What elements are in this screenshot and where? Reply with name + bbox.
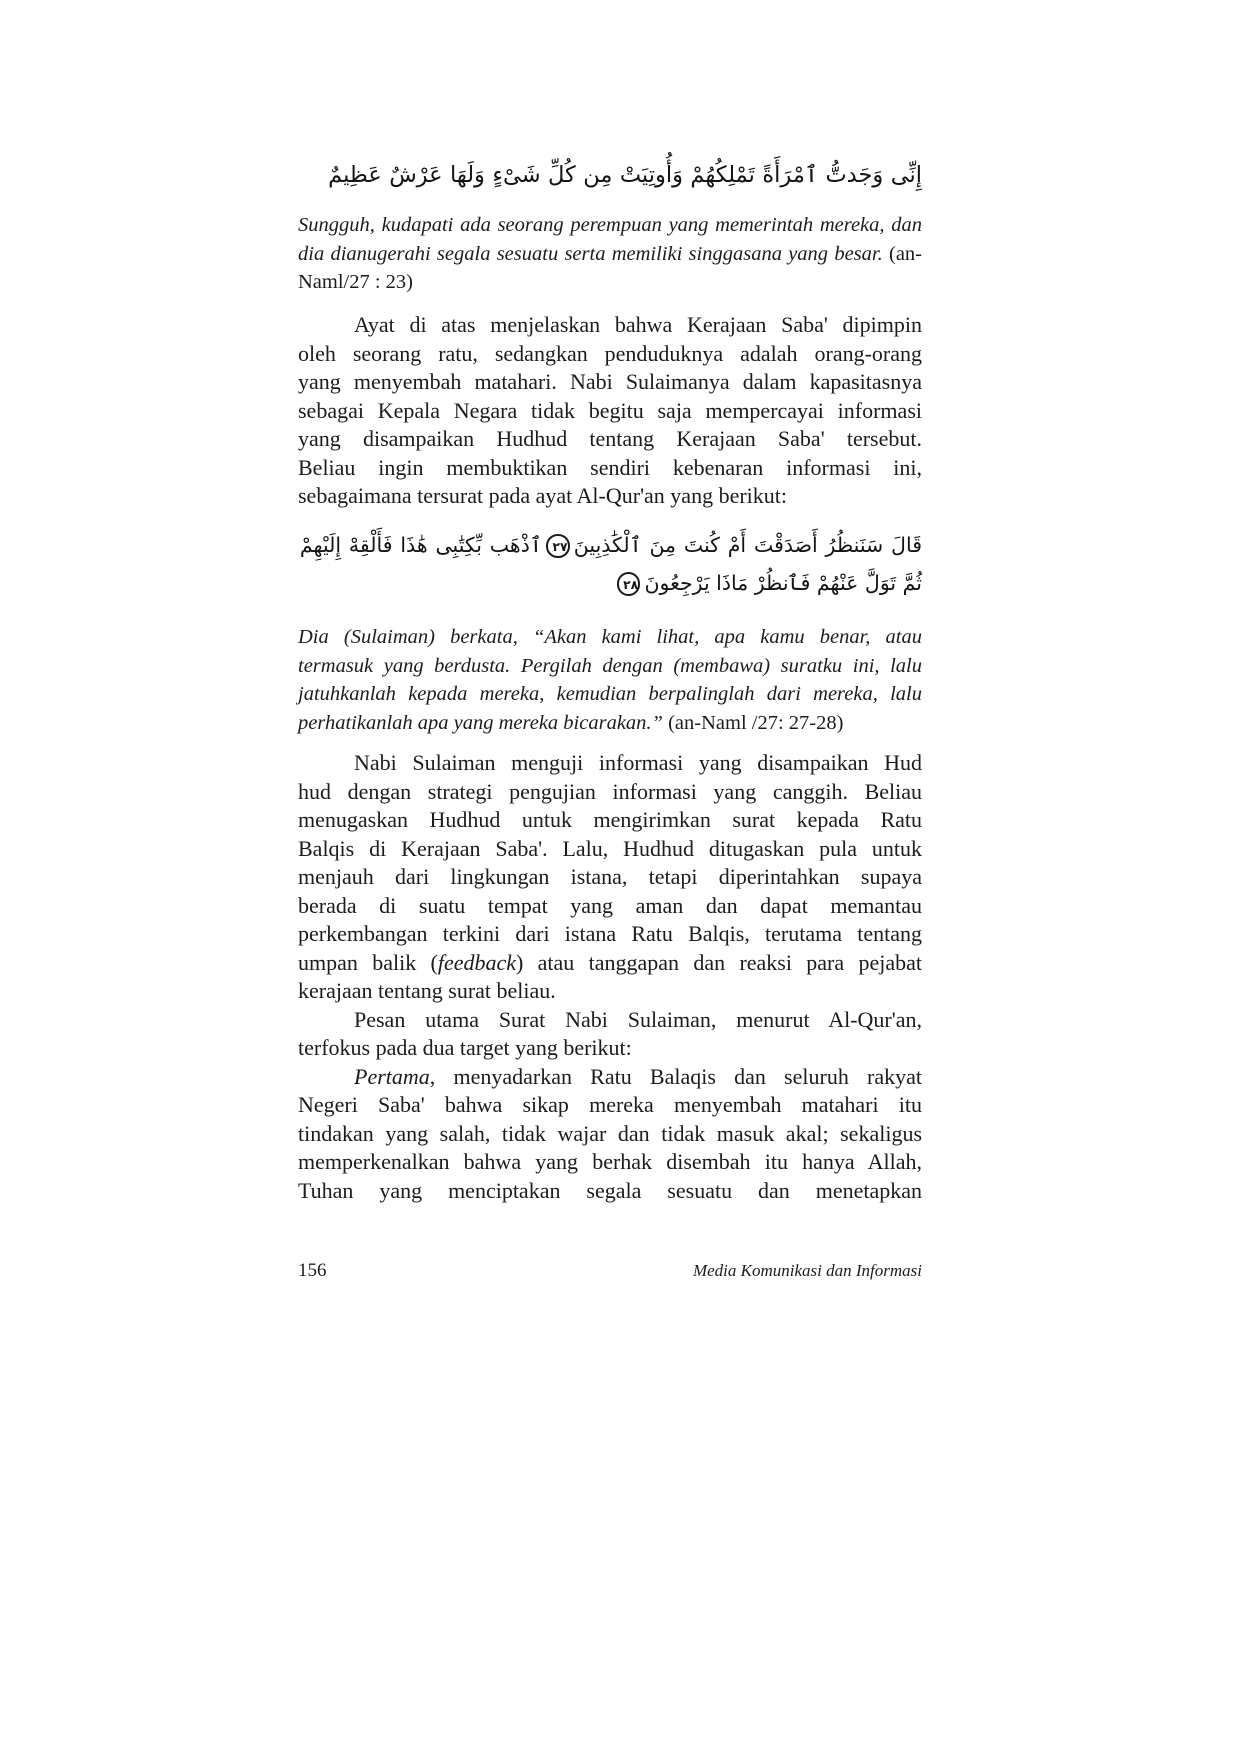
paragraph-ayat-di-atas xyxy=(298,311,922,511)
emphasis-text: termasuk yang berdusta. Pergilah dengan (membawa) suratku ini, lalu xyxy=(298,654,922,677)
text-line xyxy=(298,240,922,269)
emphasis-text: perhatikanlah apa yang mereka bicarakan.” xyxy=(298,711,663,734)
text-line xyxy=(298,1148,922,1177)
text-line xyxy=(298,1177,922,1206)
text-line xyxy=(298,977,922,1006)
text-run: perkembangan terkini dari istana Ratu Balqis, terutama tentang xyxy=(298,921,922,946)
text-line xyxy=(298,949,922,978)
emphasis-text: Sungguh, kudapati ada seorang perempuan yang memerintah mereka, dan xyxy=(298,214,922,236)
text-line xyxy=(298,1034,922,1063)
text-run: terfokus pada dua target yang berikut: xyxy=(298,1035,632,1060)
text-line xyxy=(298,1091,922,1120)
text-line xyxy=(298,806,922,835)
text-run: Naml/27 : 23) xyxy=(298,271,414,293)
text-line xyxy=(298,623,922,652)
text-run: , menyadarkan Ratu Balaqis dan seluruh rakyat xyxy=(429,1063,922,1089)
text-run: yang menyembah matahari. Nabi Sulaimanya dalam kapasitasnya xyxy=(298,369,922,394)
emphasis-text: feedback xyxy=(437,949,517,975)
text-run: (an- xyxy=(882,242,922,265)
translation-an-naml-27-28 xyxy=(298,623,922,737)
text-line xyxy=(298,340,922,369)
text-line xyxy=(300,526,922,564)
text-run: menugaskan Hudhud untuk mengirimkan surat kepada Ratu xyxy=(298,807,922,832)
running-footer-title: Media Komunikasi dan Informasi xyxy=(692,1261,922,1280)
text-line xyxy=(298,397,922,426)
emphasis-text: Pertama xyxy=(354,1063,430,1089)
text-line xyxy=(298,311,922,340)
text-run: oleh seorang ratu, sedangkan penduduknya adalah orang-orang xyxy=(298,340,922,366)
text-line xyxy=(612,564,922,602)
paragraph-nabi-sulaiman-menguji xyxy=(298,749,922,1006)
paragraph-pertama xyxy=(298,1063,922,1206)
body-text xyxy=(298,749,922,1205)
text-line xyxy=(298,835,922,864)
page-number: 156 xyxy=(298,1260,327,1281)
text-run: umpan balik ( xyxy=(298,949,438,975)
text-run: tindakan yang salah, tidak wajar dan tidak masuk akal; sekaligus xyxy=(298,1120,922,1146)
text-run: yang disampaikan Hudhud tentang Kerajaan Saba' tersebut. xyxy=(298,426,922,451)
text-line xyxy=(298,268,922,297)
text-line xyxy=(298,454,922,483)
text-run: berada di suatu tempat yang aman dan dapat memantau xyxy=(298,892,922,918)
text-run: menjauh dari lingkungan istana, tetapi diperintahkan supaya xyxy=(298,864,922,889)
text-run: ) atau tanggapan dan reaksi para pejabat xyxy=(516,949,922,975)
text-line xyxy=(298,482,922,511)
text-line xyxy=(298,749,922,778)
ayah-number-marker: ٢٧ xyxy=(546,534,569,557)
ayah-number-marker: ٢٨ xyxy=(617,572,640,595)
translation-an-naml-23 xyxy=(298,211,922,297)
text-line xyxy=(298,652,922,681)
text-line xyxy=(298,680,922,709)
quran-verse-an-naml-23 xyxy=(298,148,922,202)
text-run: hud dengan strategi pengujian informasi yang canggih. Beliau xyxy=(298,778,922,804)
quran-verse-an-naml-27-28 xyxy=(298,526,922,602)
text-run: Nabi Sulaiman menguji informasi yang disampaikan Hud xyxy=(354,750,922,775)
text-run: قَالَ سَنَنظُرُ أَصَدَقْتَ أَمْ كُنتَ مِنَ ٱلْكَٰذِبِينَ xyxy=(573,533,922,557)
text-run: (an-Naml /27: 27-28) xyxy=(662,711,844,734)
paragraph-pesan-utama xyxy=(298,1006,922,1063)
emphasis-text: dia dianugerahi segala sesuatu serta memiliki singgasana yang besar. xyxy=(298,242,883,265)
text-run: Tuhan yang menciptakan segala sesuatu dan menetapkan xyxy=(298,1177,922,1203)
text-line xyxy=(298,211,922,240)
text-run: Ayat di atas menjelaskan bahwa Kerajaan Saba' dipimpin xyxy=(354,312,922,337)
text-run: Negeri Saba' bahwa sikap mereka menyembah matahari itu xyxy=(298,1092,922,1117)
text-run: memperkenalkan bahwa yang berhak disembah itu hanya Allah, xyxy=(298,1149,922,1174)
text-run: Pesan utama Surat Nabi Sulaiman, menurut Al-Qur'an, xyxy=(354,1006,922,1032)
text-run: sebagai Kepala Negara tidak begitu saja mempercayai informasi xyxy=(298,397,922,423)
text-line xyxy=(298,863,922,892)
text-line xyxy=(298,1006,922,1035)
text-line xyxy=(298,920,922,949)
text-run: Beliau ingin membuktikan sendiri kebenaran informasi ini, xyxy=(298,454,922,480)
text-line xyxy=(298,1120,922,1149)
text-run: kerajaan tentang surat beliau. xyxy=(298,978,556,1003)
text-line xyxy=(328,148,922,202)
text-run: ٱذْهَب بِّكِتَٰبِى هَٰذَا فَأَلْقِهْ إِلَيْهِمْ xyxy=(299,533,542,557)
text-run: sebagaimana tersurat pada ayat Al-Qur'an yang berikut: xyxy=(298,483,787,508)
text-run: Balqis di Kerajaan Saba'. Lalu, Hudhud ditugaskan pula untuk xyxy=(298,835,922,861)
text-line xyxy=(298,892,922,921)
text-line xyxy=(298,368,922,397)
text-line xyxy=(298,709,922,738)
emphasis-text: Dia (Sulaiman) berkata, “Akan kami lihat, apa kamu benar, atau xyxy=(298,626,922,648)
text-line xyxy=(298,778,922,807)
text-line xyxy=(298,1063,922,1092)
text-run: إِنِّى وَجَدتُّ ٱمْرَأَةً تَمْلِكُهُمْ وَأُوتِيَتْ مِن كُلِّ شَىْءٍ وَلَهَا عَرْشٌ عَظِيمٌ xyxy=(328,162,922,188)
emphasis-text: jatuhkanlah kepada mereka, kemudian berpalinglah dari mereka, lalu xyxy=(298,683,922,705)
text-run: ثُمَّ تَوَلَّ عَنْهُمْ فَٱنظُرْ مَاذَا يَرْجِعُونَ xyxy=(644,571,922,595)
page-footer xyxy=(298,1258,922,1284)
text-line xyxy=(298,425,922,454)
